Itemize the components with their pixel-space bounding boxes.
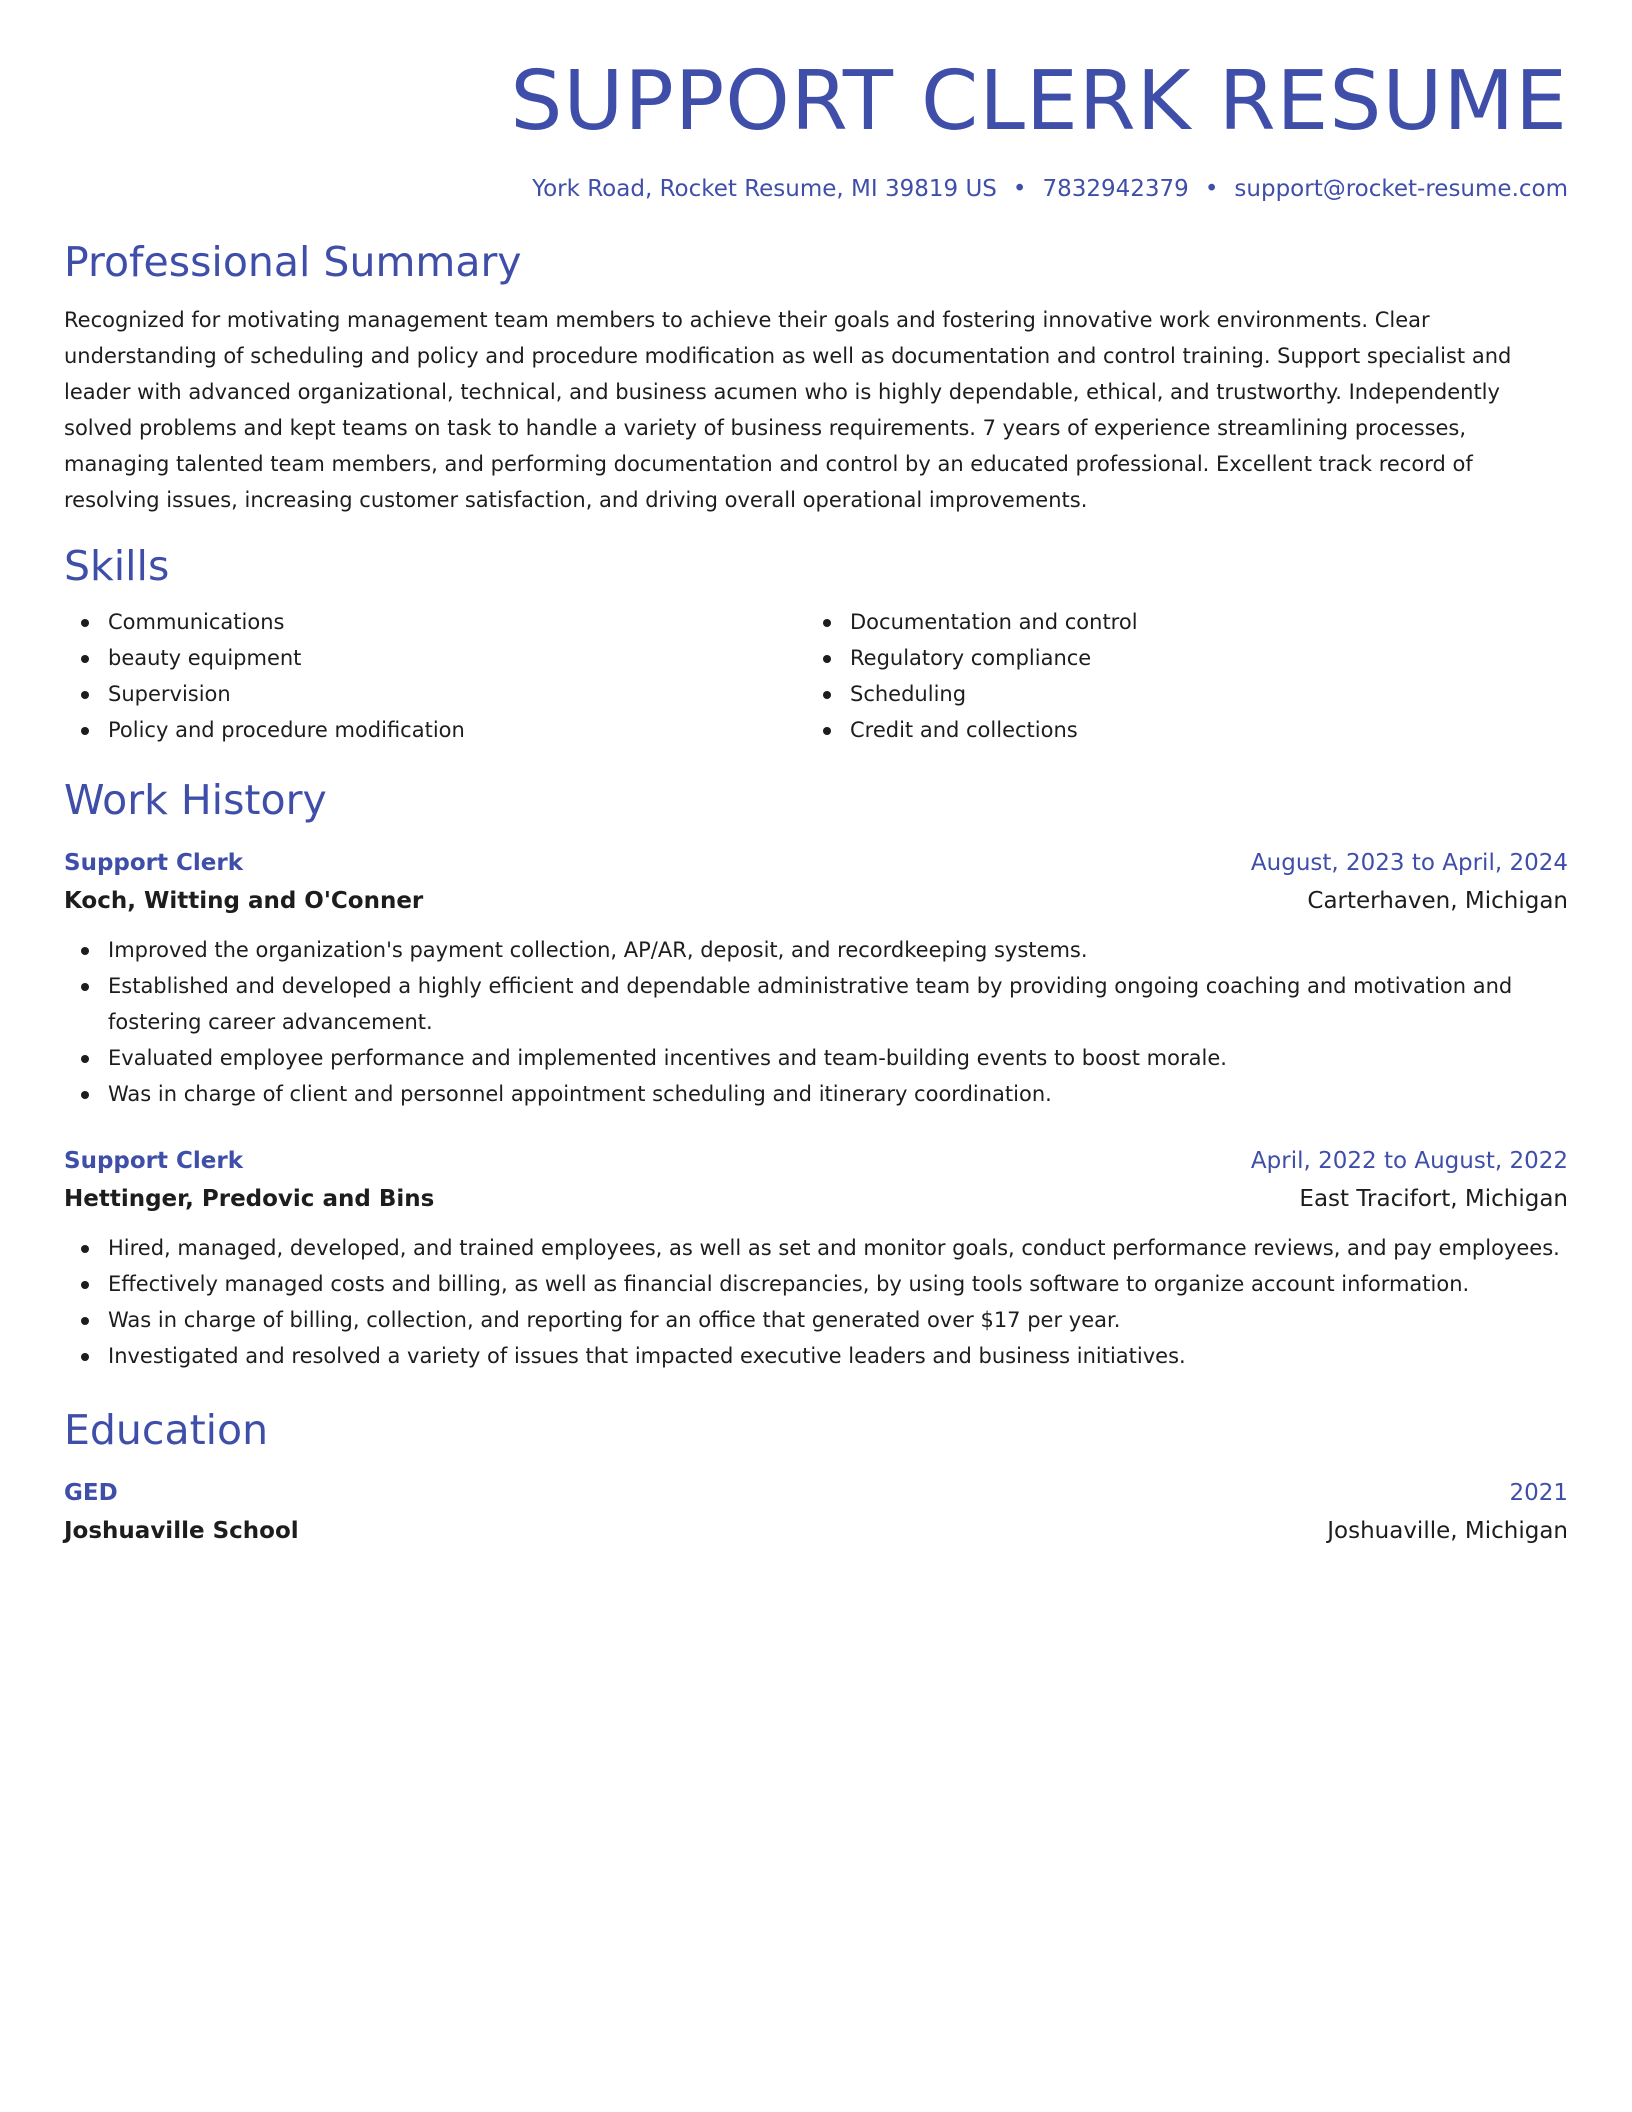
job-header-row xyxy=(64,1142,1568,1180)
job-bullet: Effectively managed costs and billing, as well as financial discrepancies, by using tools software to organize account information. xyxy=(64,1266,1568,1302)
skills-list-right xyxy=(806,604,1548,748)
job-bullets xyxy=(64,932,1568,1112)
education-year: 2021 xyxy=(1509,1480,1568,1506)
job-bullet: Was in charge of client and personnel appointment scheduling and itinerary coordination. xyxy=(64,1076,1568,1112)
resume-title: SUPPORT CLERK RESUME xyxy=(510,54,1568,149)
contact-address: York Road, Rocket Resume, MI 39819 US xyxy=(532,176,997,202)
contact-email: support@rocket-resume.com xyxy=(1234,176,1568,202)
skill-item: Communications xyxy=(64,604,806,640)
skills-heading: Skills xyxy=(64,542,170,590)
skills-columns xyxy=(64,604,1568,748)
education-entry xyxy=(64,1474,1568,1550)
contact-phone: 7832942379 xyxy=(1042,176,1189,202)
education-school-row xyxy=(64,1512,1568,1550)
job-company-row xyxy=(64,1180,1568,1218)
skill-item: Scheduling xyxy=(806,676,1548,712)
skill-item: Credit and collections xyxy=(806,712,1548,748)
job-bullet: Improved the organization's payment collection, AP/AR, deposit, and recordkeeping systems. xyxy=(64,932,1568,968)
job-company: Hettinger, Predovic and Bins xyxy=(64,1186,435,1212)
skill-item: beauty equipment xyxy=(64,640,806,676)
job-entry xyxy=(64,1142,1568,1374)
education-degree: GED xyxy=(64,1480,118,1506)
job-dates: April, 2022 to August, 2022 xyxy=(1250,1148,1568,1174)
job-entry xyxy=(64,844,1568,1112)
education-header-row xyxy=(64,1474,1568,1512)
job-role: Support Clerk xyxy=(64,850,244,876)
contact-separator: • xyxy=(1204,176,1219,202)
job-dates: August, 2023 to April, 2024 xyxy=(1250,850,1568,876)
job-company-row xyxy=(64,882,1568,920)
job-bullet: Was in charge of billing, collection, and reporting for an office that generated over $17 per year. xyxy=(64,1302,1568,1338)
job-company: Koch, Witting and O'Conner xyxy=(64,888,424,914)
job-role: Support Clerk xyxy=(64,1148,244,1174)
job-header-row xyxy=(64,844,1568,882)
education-location: Joshuaville, Michigan xyxy=(1327,1518,1568,1544)
job-bullet: Evaluated employee performance and implemented incentives and team-building events to boost morale. xyxy=(64,1040,1568,1076)
skill-item: Documentation and control xyxy=(806,604,1548,640)
skills-list-left xyxy=(64,604,806,748)
skill-item: Policy and procedure modification xyxy=(64,712,806,748)
job-location: Carterhaven, Michigan xyxy=(1307,888,1568,914)
contact-separator: • xyxy=(1012,176,1027,202)
contact-line xyxy=(64,172,1568,206)
job-bullet: Hired, managed, developed, and trained employees, as well as set and monitor goals, conduct performance reviews, and pay employees. xyxy=(64,1230,1568,1266)
education-school: Joshuaville School xyxy=(64,1518,299,1544)
resume-page xyxy=(64,0,1568,1550)
job-bullets xyxy=(64,1230,1568,1374)
skill-item: Supervision xyxy=(64,676,806,712)
education-heading: Education xyxy=(64,1406,269,1454)
work-history-heading: Work History xyxy=(64,776,327,824)
job-bullet: Established and developed a highly efficient and dependable administrative team by providing ongoing coaching and motivation and fostering career advancement. xyxy=(64,968,1568,1040)
job-bullet: Investigated and resolved a variety of issues that impacted executive leaders and business initiatives. xyxy=(64,1338,1568,1374)
skill-item: Regulatory compliance xyxy=(806,640,1548,676)
job-location: East Tracifort, Michigan xyxy=(1299,1186,1568,1212)
summary-heading: Professional Summary xyxy=(64,238,522,286)
summary-text: Recognized for motivating management team members to achieve their goals and fostering innovative work environments. Clear understanding of scheduling and policy and procedure modification as well as documentation and control training. Support specialist and leader with advanced organizational, technical, and business acumen who is highly dependable, ethical, and trustworthy. Independently solved problems and kept teams on task to handle a variety of business requirements. 7 years of experience streamlining processes, managing talented team members, and performing documentation and control by an educated professional. Excellent track record of resolving issues, increasing customer satisfaction, and driving overall operational improvements. xyxy=(64,308,1512,512)
